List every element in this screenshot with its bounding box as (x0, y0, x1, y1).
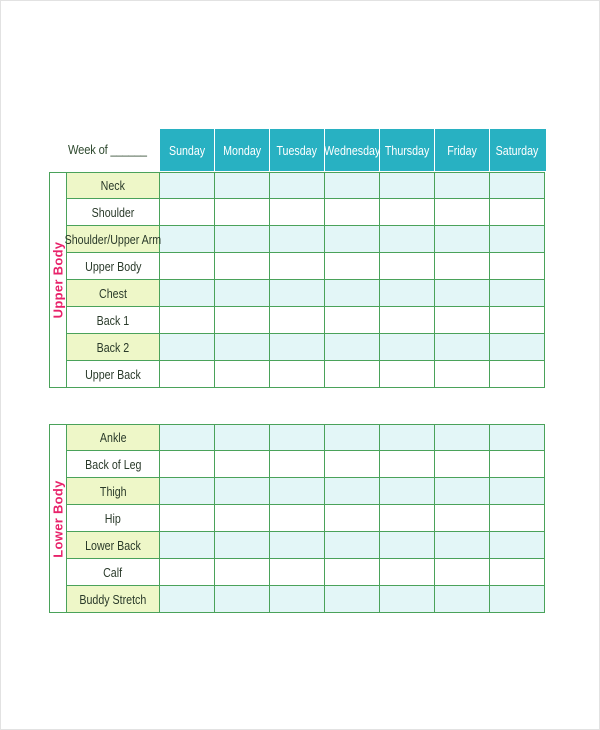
day-header-saturday: Saturday (496, 142, 539, 158)
row-label-text: Shoulder/Upper Arm (64, 231, 162, 247)
entry-cell[interactable] (490, 505, 545, 532)
table-row (66, 532, 545, 559)
entry-cell[interactable] (160, 307, 215, 334)
entry-cell[interactable] (435, 451, 490, 478)
row-label-text: Thigh (99, 483, 127, 499)
entry-cell[interactable] (160, 253, 215, 280)
entry-cell[interactable] (380, 334, 435, 361)
row-label (66, 424, 160, 451)
upper-body-side (49, 172, 66, 388)
entry-cell[interactable] (160, 334, 215, 361)
entry-cell[interactable] (325, 226, 380, 253)
entry-cell[interactable] (490, 334, 545, 361)
entry-cell[interactable] (380, 451, 435, 478)
row-label-text: Buddy Stretch (79, 591, 147, 607)
row-label (66, 226, 160, 253)
entry-cell[interactable] (435, 253, 490, 280)
entry-cell[interactable] (270, 226, 325, 253)
entry-cell[interactable] (325, 478, 380, 505)
entry-cell[interactable] (215, 505, 270, 532)
table-row (66, 253, 545, 280)
entry-cell[interactable] (160, 199, 215, 226)
day-header-sunday: Sunday (160, 129, 215, 171)
day-header-friday: Friday (435, 129, 490, 171)
row-label-text: Shoulder (91, 204, 135, 220)
row-label-text: Lower Back (85, 537, 141, 553)
row-label-text: Back 1 (96, 312, 130, 328)
entry-cell[interactable] (270, 451, 325, 478)
row-label (66, 532, 160, 559)
entry-cell[interactable] (160, 559, 215, 586)
entry-cell[interactable] (325, 253, 380, 280)
entry-cell[interactable] (215, 334, 270, 361)
entry-cell[interactable] (490, 361, 545, 388)
day-header-wednesday: Wednesday (325, 129, 380, 171)
row-label (66, 334, 160, 361)
entry-cell[interactable] (215, 559, 270, 586)
entry-cell[interactable] (490, 478, 545, 505)
entry-cell[interactable] (490, 586, 545, 613)
entry-cell[interactable] (325, 280, 380, 307)
entry-cell[interactable] (435, 307, 490, 334)
entry-cell[interactable] (215, 424, 270, 451)
week-of-label: Week of ______ (68, 142, 147, 157)
row-label-text: Hip (104, 510, 121, 526)
row-label (66, 586, 160, 613)
entry-cell[interactable] (270, 532, 325, 559)
entry-cell[interactable] (490, 226, 545, 253)
entry-cell[interactable] (215, 361, 270, 388)
entry-cell[interactable] (160, 280, 215, 307)
day-header-monday: Monday (215, 129, 270, 171)
entry-cell[interactable] (380, 307, 435, 334)
row-label-text: Neck (100, 178, 126, 193)
table-row (66, 226, 545, 253)
entry-cell[interactable] (215, 307, 270, 334)
entry-cell[interactable] (490, 451, 545, 478)
table-row (66, 334, 545, 361)
row-label-text: Chest (99, 285, 127, 301)
entry-cell[interactable] (215, 532, 270, 559)
entry-cell[interactable] (270, 478, 325, 505)
entry-cell[interactable] (435, 280, 490, 307)
row-label (66, 478, 160, 505)
entry-cell[interactable] (490, 253, 545, 280)
entry-cell[interactable] (490, 532, 545, 559)
entry-cell[interactable] (270, 280, 325, 307)
entry-cell[interactable] (270, 505, 325, 532)
entry-cell[interactable] (435, 505, 490, 532)
row-label (66, 559, 160, 586)
entry-cell[interactable] (490, 199, 545, 226)
table-row (66, 361, 545, 388)
row-label (66, 172, 160, 199)
upper-body-table (49, 172, 546, 388)
entry-cell[interactable] (270, 199, 325, 226)
row-label (66, 253, 160, 280)
entry-cell[interactable] (435, 532, 490, 559)
entry-cell[interactable] (435, 199, 490, 226)
entry-cell[interactable] (160, 505, 215, 532)
entry-cell[interactable] (325, 307, 380, 334)
entry-cell[interactable] (435, 478, 490, 505)
row-label (66, 451, 160, 478)
entry-cell[interactable] (160, 424, 215, 451)
entry-cell[interactable] (380, 478, 435, 505)
lower-body-label: Lower Body (50, 479, 66, 558)
table-row (66, 280, 545, 307)
entry-cell[interactable] (160, 226, 215, 253)
entry-cell[interactable] (270, 253, 325, 280)
entry-cell[interactable] (380, 253, 435, 280)
entry-cell[interactable] (435, 559, 490, 586)
lower-body-table (49, 424, 546, 613)
entry-cell[interactable] (270, 586, 325, 613)
entry-cell[interactable] (215, 199, 270, 226)
entry-cell[interactable] (160, 478, 215, 505)
upper-body-label: Upper Body (50, 241, 66, 319)
table-row (66, 559, 545, 586)
entry-cell[interactable] (160, 586, 215, 613)
entry-cell[interactable] (325, 361, 380, 388)
row-label (66, 505, 160, 532)
entry-cell[interactable] (435, 361, 490, 388)
day-header-thursday: Thursday (380, 129, 435, 171)
entry-cell[interactable] (270, 559, 325, 586)
entry-cell[interactable] (325, 505, 380, 532)
row-label-text: Upper Back (85, 366, 141, 382)
entry-cell[interactable] (435, 226, 490, 253)
row-label-text: Calf (103, 564, 123, 580)
entry-cell[interactable] (160, 532, 215, 559)
table-row (66, 424, 545, 451)
day-header-row (160, 129, 546, 171)
table-row (66, 451, 545, 478)
entry-cell[interactable] (325, 586, 380, 613)
entry-cell[interactable] (380, 361, 435, 388)
entry-cell[interactable] (380, 226, 435, 253)
entry-cell[interactable] (325, 199, 380, 226)
entry-cell[interactable] (215, 280, 270, 307)
row-label-text: Ankle (99, 430, 127, 445)
entry-cell[interactable] (435, 334, 490, 361)
entry-cell[interactable] (160, 451, 215, 478)
entry-cell[interactable] (270, 334, 325, 361)
entry-cell[interactable] (215, 478, 270, 505)
table-row (66, 478, 545, 505)
entry-cell[interactable] (215, 451, 270, 478)
table-row (66, 172, 545, 199)
upper-body-grid (66, 172, 545, 388)
entry-cell[interactable] (380, 280, 435, 307)
table-row (66, 199, 545, 226)
row-label-text: Back of Leg (84, 456, 142, 472)
lower-body-grid (66, 424, 545, 613)
entry-cell[interactable] (435, 424, 490, 451)
lower-body-side (49, 424, 66, 613)
entry-cell[interactable] (325, 424, 380, 451)
row-label (66, 280, 160, 307)
entry-cell[interactable] (435, 172, 490, 199)
entry-cell[interactable] (380, 424, 435, 451)
entry-cell[interactable] (380, 172, 435, 199)
day-header-tuesday: Tuesday (270, 129, 325, 171)
entry-cell[interactable] (435, 586, 490, 613)
table-row (66, 586, 545, 613)
entry-cell[interactable] (490, 559, 545, 586)
entry-cell[interactable] (215, 172, 270, 199)
entry-cell[interactable] (490, 280, 545, 307)
entry-cell[interactable] (490, 172, 545, 199)
entry-cell[interactable] (325, 559, 380, 586)
row-label (66, 361, 160, 388)
entry-cell[interactable] (160, 361, 215, 388)
entry-cell[interactable] (215, 253, 270, 280)
entry-cell[interactable] (270, 172, 325, 199)
entry-cell[interactable] (380, 559, 435, 586)
entry-cell[interactable] (325, 334, 380, 361)
entry-cell[interactable] (270, 424, 325, 451)
table-row (66, 505, 545, 532)
entry-cell[interactable] (270, 361, 325, 388)
entry-cell[interactable] (325, 451, 380, 478)
entry-cell[interactable] (270, 307, 325, 334)
entry-cell[interactable] (380, 505, 435, 532)
entry-cell[interactable] (215, 586, 270, 613)
entry-cell[interactable] (490, 307, 545, 334)
entry-cell[interactable] (380, 532, 435, 559)
entry-cell[interactable] (490, 424, 545, 451)
entry-cell[interactable] (380, 586, 435, 613)
entry-cell[interactable] (160, 172, 215, 199)
entry-cell[interactable] (325, 172, 380, 199)
entry-cell[interactable] (380, 199, 435, 226)
entry-cell[interactable] (325, 532, 380, 559)
entry-cell[interactable] (215, 226, 270, 253)
row-label-text: Upper Body (84, 258, 142, 274)
row-label (66, 307, 160, 334)
table-row (66, 307, 545, 334)
row-label-text: Back 2 (96, 339, 130, 355)
row-label (66, 199, 160, 226)
